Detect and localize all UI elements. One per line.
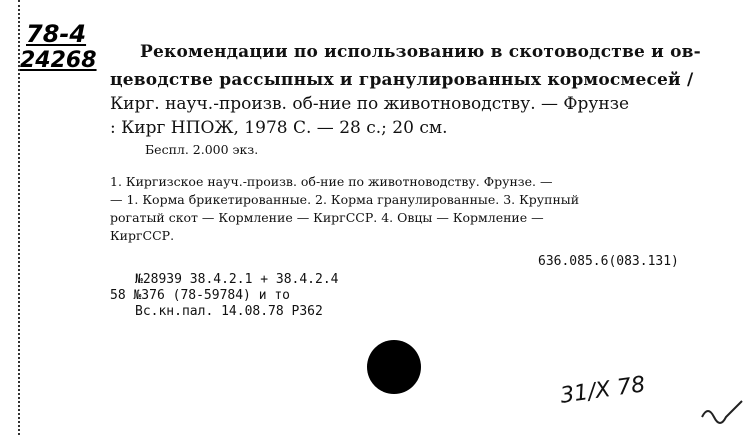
title-line-2: цеводстве рассыпных и гранулированных кормосмесей / (110, 70, 694, 90)
punch-hole (367, 340, 421, 394)
copies-note: Беспл. 2.000 экз. (145, 142, 259, 157)
handwritten-signature: 31/X 78 (558, 372, 647, 409)
subject-line-4: КиргССР. (110, 228, 175, 243)
title-line-3: Кирг. науч.-произв. об-ние по животноводству. — Фрунзе (110, 94, 630, 114)
title-line-4: : Кирг НПОЖ, 1978 С. — 28 с.; 20 см. (110, 118, 448, 138)
udc-classification: 636.085.6(083.131) (538, 254, 679, 269)
handwritten-number-top: 78-4 (26, 20, 87, 48)
registry-line-2: 58 №376 (78-59784) и то (110, 288, 291, 303)
subject-line-3: рогатый скот — Кормление — КиргССР. 4. Овцы — Кормление — (110, 210, 544, 225)
subject-line-2: — 1. Корма брикетированные. 2. Корма гранулированные. 3. Крупный (110, 192, 580, 207)
title-line-1: Рекомендации по использованию в скотоводстве и ов- (140, 42, 701, 62)
registry-line-1: №28939 38.4.2.1 + 38.4.2.4 (135, 272, 339, 287)
corner-mark-icon (700, 395, 745, 425)
subject-line-1: 1. Киргизское науч.-произв. об-ние по животноводству. Фрунзе. — (110, 174, 553, 189)
handwritten-number-bottom: 24268 (20, 48, 97, 73)
registry-line-3: Вс.кн.пал. 14.08.78 Р362 (135, 304, 323, 319)
